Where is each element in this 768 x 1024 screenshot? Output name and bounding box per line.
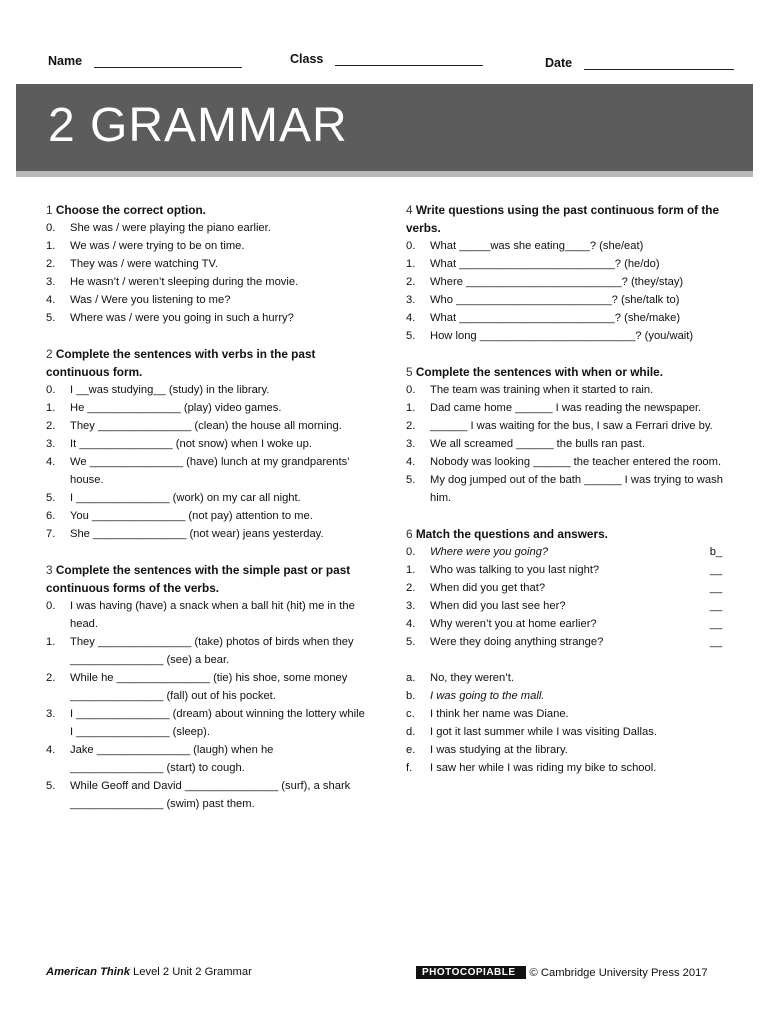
item-text: Dad came home ______ I was reading the newspaper. <box>430 402 702 414</box>
footer-book-info <box>46 966 252 978</box>
spacer <box>406 651 736 669</box>
answer-option <box>406 723 736 741</box>
item-text: They _______________ (clean) the house all morning. <box>70 420 342 432</box>
list-item <box>406 255 736 273</box>
item-number: 0. <box>406 240 416 252</box>
item-text: Where was / were you going in such a hurry? <box>70 312 294 324</box>
footer-copyright <box>416 966 708 979</box>
right-column <box>406 201 736 795</box>
list-item <box>406 471 736 507</box>
item-number: 4. <box>406 618 416 630</box>
item-text: He wasn’t / weren’t sleeping during the movie. <box>70 276 299 288</box>
item-text: I __was studying__ (study) in the library. <box>70 384 270 396</box>
date-field <box>545 56 734 70</box>
list-item <box>46 417 366 435</box>
photocopiable-badge: PHOTOCOPIABLE <box>416 966 526 979</box>
exercise-instruction: Complete the sentences with verbs in the past continuous form. <box>46 347 316 379</box>
list-item <box>46 291 366 309</box>
item-number: 2. <box>46 420 56 432</box>
option-letter: c. <box>406 708 415 720</box>
item-text: Who _________________________? (she/talk to) <box>430 294 680 306</box>
item-number: 1. <box>406 402 416 414</box>
answer-option <box>406 669 736 687</box>
list-item <box>406 273 736 291</box>
list-item <box>406 381 736 399</box>
answer-blank: __ <box>709 582 723 594</box>
option-text: I was going to the mall. <box>430 690 545 702</box>
item-number: 2. <box>406 276 416 288</box>
list-item <box>46 597 366 633</box>
exercise-number: 5 <box>406 365 413 379</box>
option-text: I think her name was Diane. <box>430 708 569 720</box>
item-number: 3. <box>406 600 416 612</box>
exercise-5 <box>406 363 736 507</box>
item-text: While he _______________ (tie) his shoe, some money _______________ (fall) out of his pocket. <box>70 672 348 702</box>
question-row <box>406 615 736 633</box>
answer-option <box>406 741 736 759</box>
item-text: My dog jumped out of the bath ______ I was trying to wash him. <box>430 474 723 504</box>
question-row <box>406 633 736 651</box>
option-text: I was studying at the library. <box>430 744 568 756</box>
item-text: It _______________ (not snow) when I woke up. <box>70 438 312 450</box>
item-text: They was / were watching TV. <box>70 258 218 270</box>
list-item <box>46 525 366 543</box>
list-item <box>46 633 366 669</box>
item-number: 6. <box>46 510 56 522</box>
item-number: 2. <box>406 582 416 594</box>
answer-blank: __ <box>709 636 723 648</box>
question-row <box>406 579 736 597</box>
exercise-number: 3 <box>46 563 53 577</box>
item-number: 4. <box>46 294 56 306</box>
item-text: While Geoff and David _______________ (surf), a shark _______________ (swim) past them. <box>70 780 351 810</box>
left-column <box>46 201 366 831</box>
item-text: What _____was she eating____? (she/eat) <box>430 240 644 252</box>
exercise-6 <box>406 525 736 777</box>
item-text: Jake _______________ (laugh) when he _______________ (start) to cough. <box>70 744 274 774</box>
question-text: When did you get that? <box>430 582 546 594</box>
question-text: Were they doing anything strange? <box>430 636 604 648</box>
item-number: 1. <box>406 258 416 270</box>
item-number: 3. <box>46 438 56 450</box>
class-label: Class <box>290 52 324 66</box>
title-banner <box>16 84 753 177</box>
exercise-instruction: Choose the correct option. <box>55 203 206 217</box>
list-item <box>406 435 736 453</box>
item-number: 5. <box>406 636 416 648</box>
item-text: The team was training when it started to rain. <box>430 384 654 396</box>
list-item <box>406 237 736 255</box>
item-number: 1. <box>46 402 56 414</box>
list-item <box>406 453 736 471</box>
item-number: 2. <box>46 258 56 270</box>
name-field <box>48 54 242 68</box>
answer-blank: __ <box>709 600 723 612</box>
answer-option <box>406 687 736 705</box>
list-item <box>46 399 366 417</box>
list-item <box>46 453 366 489</box>
question-text: Why weren’t you at home earlier? <box>430 618 597 630</box>
book-title: American Think <box>46 966 130 978</box>
option-letter: a. <box>406 672 416 684</box>
item-number: 0. <box>46 384 56 396</box>
exercise-title <box>46 561 366 597</box>
class-line <box>335 52 483 66</box>
exercise-number: 1 <box>46 203 53 217</box>
item-text: We all screamed ______ the bulls ran past. <box>430 438 645 450</box>
option-text: I saw her while I was riding my bike to school. <box>430 762 657 774</box>
answer-blank: b_ <box>709 546 723 558</box>
question-row <box>406 561 736 579</box>
list-item <box>46 255 366 273</box>
item-number: 0. <box>406 546 416 558</box>
item-text: What _________________________? (she/make) <box>430 312 681 324</box>
exercise-1 <box>46 201 366 327</box>
list-item <box>46 381 366 399</box>
item-number: 1. <box>46 240 56 252</box>
answer-blank: __ <box>709 564 723 576</box>
item-number: 2. <box>406 420 416 432</box>
list-item <box>46 273 366 291</box>
list-item <box>46 507 366 525</box>
item-text: Where _________________________? (they/stay) <box>430 276 684 288</box>
item-number: 5. <box>46 312 56 324</box>
list-item <box>406 327 736 345</box>
name-line <box>94 54 242 68</box>
item-number: 5. <box>46 780 56 792</box>
exercise-number: 4 <box>406 203 413 217</box>
list-item <box>46 237 366 255</box>
question-text: Who was talking to you last night? <box>430 564 600 576</box>
item-number: 3. <box>406 294 416 306</box>
exercise-instruction: Complete the sentences with when or while. <box>415 365 663 379</box>
item-number: 5. <box>406 474 416 486</box>
item-text: We _______________ (have) lunch at my grandparents’ house. <box>70 456 350 486</box>
list-item <box>406 309 736 327</box>
item-number: 3. <box>406 438 416 450</box>
date-label: Date <box>545 56 573 70</box>
item-number: 5. <box>406 330 416 342</box>
item-number: 0. <box>406 384 416 396</box>
exercise-instruction: Write questions using the past continuous form of the verbs. <box>406 203 720 235</box>
exercise-title <box>406 363 736 381</box>
name-label: Name <box>48 54 83 68</box>
item-number: 4. <box>46 456 56 468</box>
list-item <box>46 309 366 327</box>
question-text: Where were you going? <box>430 546 549 558</box>
item-text: You _______________ (not pay) attention to me. <box>70 510 313 522</box>
answer-option <box>406 759 736 777</box>
list-item <box>406 399 736 417</box>
question-text: When did you last see her? <box>430 600 566 612</box>
option-text: I got it last summer while I was visiting Dallas. <box>430 726 657 738</box>
item-text: ______ I was waiting for the bus, I saw a Ferrari drive by. <box>430 420 713 432</box>
exercise-number: 6 <box>406 527 413 541</box>
question-row <box>406 543 736 561</box>
exercise-4 <box>406 201 736 345</box>
item-number: 2. <box>46 672 56 684</box>
copyright-text: © Cambridge University Press 2017 <box>529 966 708 979</box>
list-item <box>46 741 366 777</box>
item-number: 4. <box>406 312 416 324</box>
option-letter: e. <box>406 744 416 756</box>
item-text: He _______________ (play) video games. <box>70 402 282 414</box>
item-number: 4. <box>46 744 56 756</box>
list-item <box>406 417 736 435</box>
item-text: Nobody was looking ______ the teacher entered the room. <box>430 456 722 468</box>
item-number: 0. <box>46 222 56 234</box>
option-letter: b. <box>406 690 416 702</box>
list-item <box>46 705 366 741</box>
item-text: I was having (have) a snack when a ball hit (hit) me in the head. <box>70 600 355 630</box>
item-number: 3. <box>46 276 56 288</box>
item-number: 1. <box>406 564 416 576</box>
page-title: 2 GRAMMAR <box>48 99 348 152</box>
item-text: I _______________ (work) on my car all night. <box>70 492 301 504</box>
item-text: She was / were playing the piano earlier. <box>70 222 271 234</box>
item-text: We was / were trying to be on time. <box>70 240 245 252</box>
item-text: She _______________ (not wear) jeans yesterday. <box>70 528 324 540</box>
item-text: I _______________ (dream) about winning the lottery while I _______________ (sleep). <box>70 708 365 738</box>
item-number: 5. <box>46 492 56 504</box>
exercise-title <box>406 525 736 543</box>
item-number: 1. <box>46 636 56 648</box>
exercise-instruction: Match the questions and answers. <box>415 527 608 541</box>
list-item <box>46 489 366 507</box>
answer-option <box>406 705 736 723</box>
list-item <box>46 669 366 705</box>
item-text: Was / Were you listening to me? <box>70 294 231 306</box>
date-line <box>584 56 734 70</box>
question-row <box>406 597 736 615</box>
exercise-title <box>46 201 366 219</box>
item-text: How long _________________________? (you/wait) <box>430 330 694 342</box>
class-field <box>290 52 483 66</box>
item-number: 3. <box>46 708 56 720</box>
exercise-title <box>46 345 366 381</box>
exercise-2 <box>46 345 366 543</box>
exercise-number: 2 <box>46 347 53 361</box>
list-item <box>46 435 366 453</box>
exercise-title <box>406 201 736 237</box>
list-item <box>46 777 366 813</box>
list-item <box>406 291 736 309</box>
answer-blank: __ <box>709 618 723 630</box>
option-letter: f. <box>406 762 413 774</box>
book-section: Grammar <box>204 966 252 978</box>
option-text: No, they weren’t. <box>430 672 514 684</box>
book-level: Level 2 Unit 2 <box>133 966 202 978</box>
item-number: 0. <box>46 600 56 612</box>
exercise-instruction: Complete the sentences with the simple past or past continuous forms of the verbs. <box>46 563 351 595</box>
item-number: 7. <box>46 528 56 540</box>
list-item <box>46 219 366 237</box>
item-text: What _________________________? (he/do) <box>430 258 660 270</box>
item-text: They _______________ (take) photos of birds when they _______________ (see) a bear. <box>70 636 354 666</box>
exercise-3 <box>46 561 366 813</box>
item-number: 4. <box>406 456 416 468</box>
option-letter: d. <box>406 726 416 738</box>
